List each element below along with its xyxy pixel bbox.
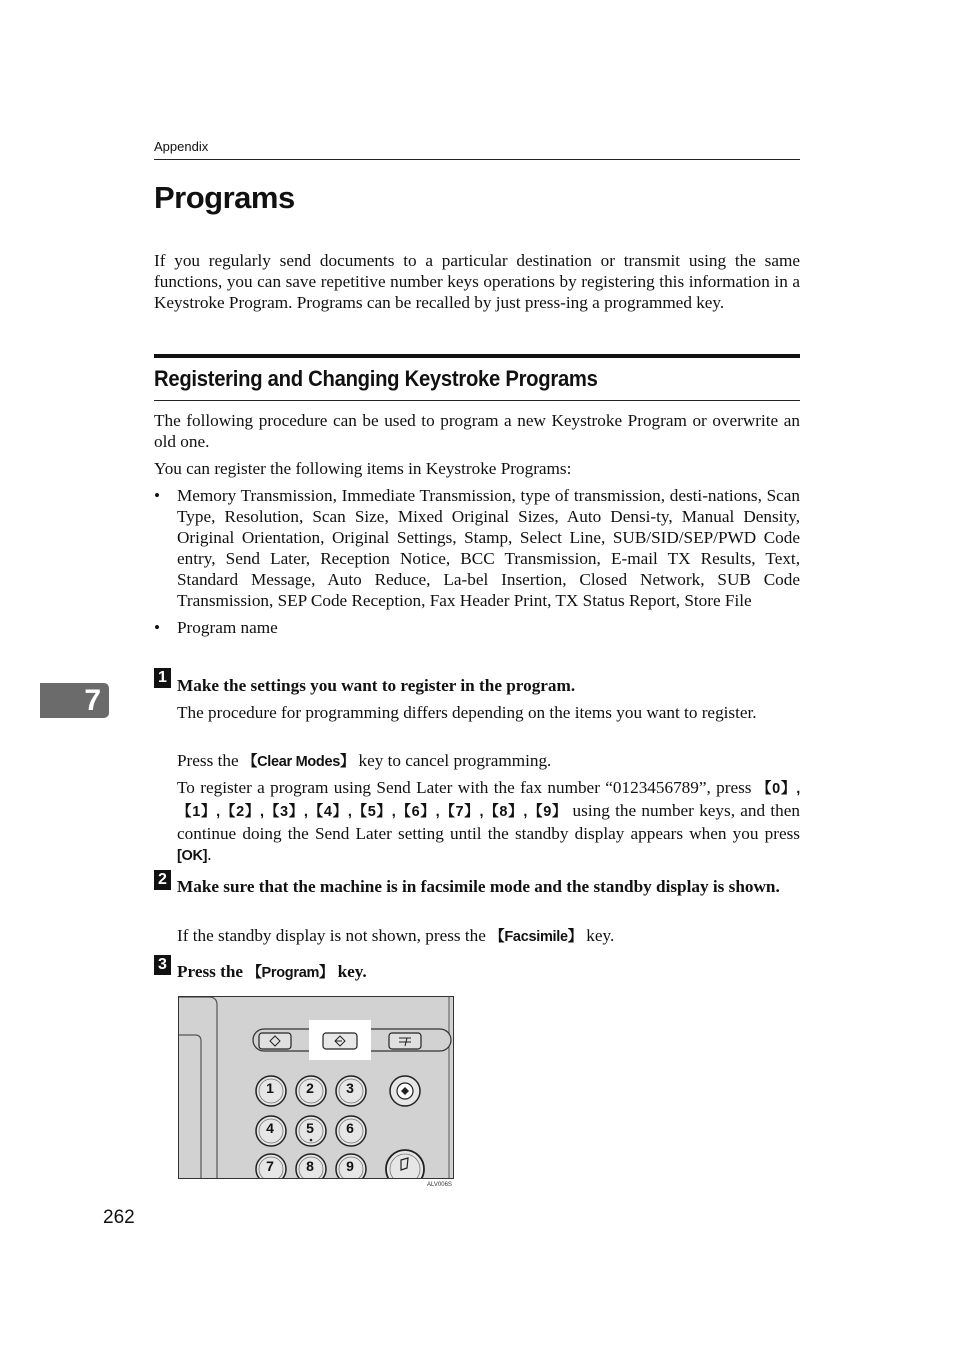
text: key. (581, 926, 615, 945)
section-top-rule (154, 354, 800, 358)
start-key-icon (386, 1150, 424, 1179)
control-panel-illustration (178, 996, 454, 1179)
step-1-body-2 (177, 750, 800, 773)
step-3-number: 3 (154, 955, 171, 975)
keypad-label-4: 4 (266, 1120, 274, 1136)
step-1-body-3 (177, 777, 800, 867)
keypad-label-8: 8 (306, 1158, 314, 1174)
text: key to cancel programming. (354, 751, 552, 770)
function-key-right (389, 1033, 421, 1049)
keypad-drawing (179, 997, 454, 1179)
text: If the standby display is not shown, press the (177, 926, 491, 945)
step-3-title (177, 961, 800, 984)
page-number: 262 (103, 1207, 135, 1228)
step-1-title: Make the settings you want to register in the program. (177, 676, 576, 695)
clear-modes-key: 【Clear Modes】 (242, 754, 355, 770)
section-bottom-rule (154, 400, 800, 401)
keypad-label-9: 9 (346, 1158, 354, 1174)
text: . (207, 845, 212, 864)
function-key-left (259, 1033, 291, 1049)
list-item-text: Program name (177, 618, 278, 637)
clear-stop-key-icon (390, 1076, 420, 1106)
section-paragraph-2: You can register the following items in Keystroke Programs: (154, 459, 572, 478)
list-item (154, 485, 800, 611)
bullet-mark: • (154, 618, 161, 637)
step-1-body-1: The procedure for programming differs depending on the items you want to register. (177, 703, 757, 722)
list-item-text: Memory Transmission, Immediate Transmission, type of transmission, desti-nations, Scan Type, Resolution, Scan Size, Mixed Original Sizes, Auto Densi-ty, Manual Density, Original Orientation, Original Settings, Stamp, Select Line, SUB/SID/SEP/PWD Code entry, Send Later, Reception Notice, BCC Transmission, E-mail TX Results, Text, Standard Message, Auto Reduce, La-bel Insertion, Closed Network, SUB Code Transmission, SEP Code Reception, Fax Header Print, TX Status Report, Store File (177, 486, 800, 610)
header-rule (154, 159, 800, 160)
keypad-label-5: 5 (306, 1120, 314, 1136)
step-1-number: 1 (154, 668, 171, 688)
list-item (154, 617, 800, 638)
program-key-icon (323, 1033, 357, 1049)
keypad-label-1: 1 (266, 1080, 274, 1096)
text: key. (333, 962, 367, 981)
number-keys: 【0】,【1】,【2】,【3】,【4】,【5】,【6】,【7】,【8】,【9】 (177, 781, 800, 820)
chapter-tab: 7 (40, 683, 109, 718)
section-paragraph-1: The following procedure can be used to program a new Keystroke Program or overwrite an old one. (154, 411, 800, 451)
program-key: 【Program】 (247, 965, 334, 981)
text: Press the (177, 962, 248, 981)
page-title: Programs (154, 180, 295, 215)
text: To register a program using Send Later with the fax number “0123456789”, press (177, 778, 757, 797)
step-2-body (177, 925, 800, 948)
text: Press the (177, 751, 243, 770)
keypad-label-6: 6 (346, 1120, 354, 1136)
keypad-label-3: 3 (346, 1080, 354, 1096)
text: using the number keys, and then continue doing the Send Later setting until the standby display appears when you press (177, 801, 800, 843)
step-2-title: Make sure that the machine is in facsimile mode and the standby display is shown. (177, 877, 780, 896)
bullet-mark: • (154, 486, 161, 505)
figure-code: ALV006S (427, 1182, 452, 1188)
step-2-number: 2 (154, 870, 171, 890)
register-items-list (154, 485, 800, 644)
intro-paragraph: If you regularly send documents to a particular destination or transmit using the same functions, you can save repetitive number keys operations by registering this information in a Keystroke Program. Programs can be recalled by just press-ing a programmed key. (154, 251, 800, 312)
section-title: Registering and Changing Keystroke Programs (154, 366, 598, 391)
keypad-label-7: 7 (266, 1158, 274, 1174)
ok-key: [OK] (177, 848, 208, 864)
running-head: Appendix (154, 139, 209, 154)
keypad-label-2: 2 (306, 1080, 314, 1096)
facsimile-key: 【Facsimile】 (490, 929, 582, 945)
